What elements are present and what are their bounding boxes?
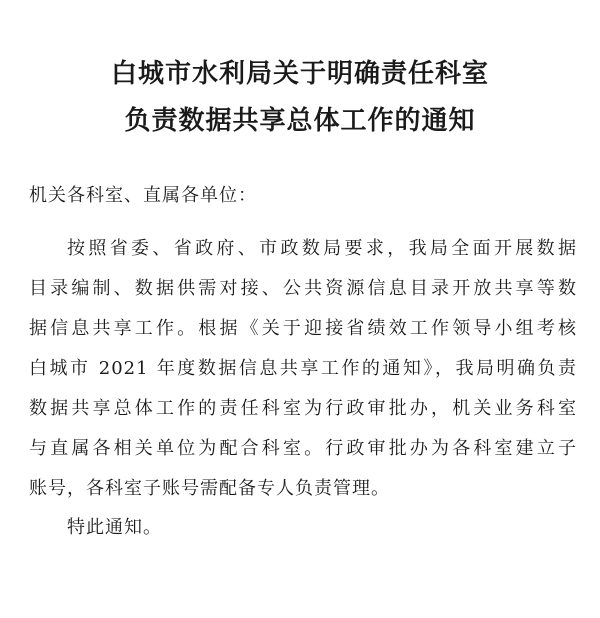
document-title-line-2: 负责数据共享总体工作的通知	[124, 106, 476, 136]
body-line: 据信息共享工作。根据《关于迎接省绩效工作领导小组考核	[29, 318, 577, 339]
body-line: 账号，各科室子账号需配备专人负责管理。	[29, 478, 390, 499]
body-line: 白城市 2021 年度数据信息共享工作的通知》，我局明确负责	[29, 358, 577, 379]
body-line: 与直属各相关单位为配合科室。行政审批办为各科室建立子	[29, 438, 577, 459]
body-line: 目录编制、数据供需对接、公共资源信息目录开放共享等数	[29, 278, 577, 299]
salutation: 机关各科室、直属各单位：	[29, 185, 257, 206]
closing-text: 特此通知。	[67, 517, 162, 538]
body-line: 按照省委、省政府、市政数局要求，我局全面开展数据	[67, 238, 577, 259]
body-line: 数据共享总体工作的责任科室为行政审批办，机关业务科室	[29, 398, 577, 419]
document-title-line-1: 白城市水利局关于明确责任科室	[110, 59, 489, 89]
body-paragraph	[29, 229, 577, 509]
